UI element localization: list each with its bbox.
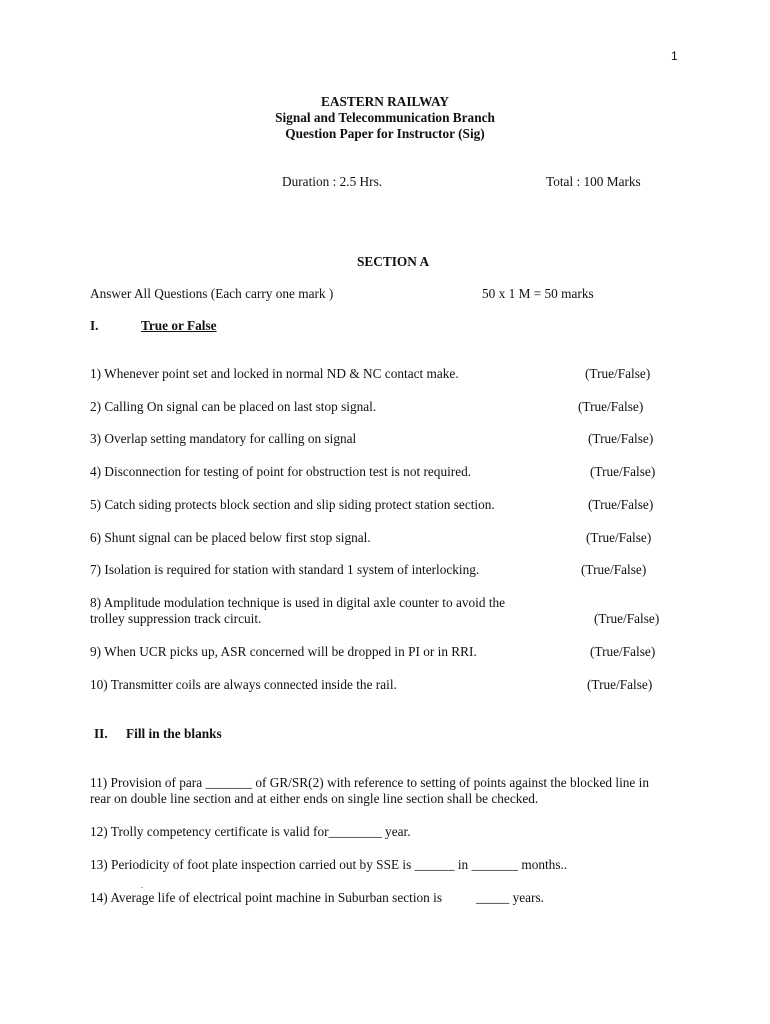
question-4: 4) Disconnection for testing of point for obstruction test is not required. [90,464,472,479]
question-2: 2) Calling On signal can be placed on last stop signal. [90,399,377,414]
answer-option-2: (True/False) [578,399,644,414]
part1-numeral: I. [90,318,99,333]
duration-text: Duration : 2.5 Hrs. [282,174,383,189]
answer-option-7: (True/False) [581,562,647,577]
paper-title: Question Paper for Instructor (Sig) [285,126,485,141]
question-7: 7) Isolation is required for station with standard 1 system of interlocking. [90,562,480,577]
question-14: 14) Average life of electrical point machine in Suburban section is [90,890,443,905]
question-5: 5) Catch siding protects block section and slip siding protect station section. [90,497,495,512]
stray-mark: . [141,881,143,890]
question-1: 1) Whenever point set and locked in normal ND & NC contact make. [90,366,459,381]
part2-numeral: II. [94,726,108,741]
answer-option-3: (True/False) [588,431,654,446]
branch-title: Signal and Telecommunication Branch [275,110,495,125]
question-6: 6) Shunt signal can be placed below first stop signal. [90,530,371,545]
answer-option-6: (True/False) [586,530,652,545]
question-9: 9) When UCR picks up, ASR concerned will be dropped in PI or in RRI. [90,644,477,659]
question-13: 13) Periodicity of foot plate inspection carried out by SSE is ______ in _______ months.. [90,857,568,872]
answer-option-9: (True/False) [590,644,656,659]
instruction-text: Answer All Questions (Each carry one mark ) [90,286,334,301]
answer-option-10: (True/False) [587,677,653,692]
answer-option-8: (True/False) [594,611,660,626]
paper-header [0,94,770,142]
part2-title: Fill in the blanks [126,726,222,741]
answer-option-5: (True/False) [588,497,654,512]
part1-title: True or False [141,318,217,333]
answer-option-1: (True/False) [585,366,651,381]
question-8-line-2: trolley suppression track circuit. [90,611,262,626]
total-marks-text: Total : 100 Marks [546,174,641,189]
question-11-line-2: rear on double line section and at either ends on single line section shall be checked. [90,791,539,806]
section-title: SECTION A [357,254,430,269]
question-12: 12) Trolly competency certificate is valid for________ year. [90,824,411,839]
question-10: 10) Transmitter coils are always connected inside the rail. [90,677,397,692]
question-11-line-1: 11) Provision of para _______ of GR/SR(2) with reference to setting of points against the blocked line in [90,775,649,790]
page-number: 1 [671,49,678,63]
answer-option-4: (True/False) [590,464,656,479]
question-3: 3) Overlap setting mandatory for calling on signal [90,431,357,446]
question-8-line-1: 8) Amplitude modulation technique is used in digital axle counter to avoid the [90,595,506,610]
org-title: EASTERN RAILWAY [321,94,449,109]
question-14-blank: _____ years. [476,890,544,905]
marks-summary: 50 x 1 M = 50 marks [482,286,594,301]
